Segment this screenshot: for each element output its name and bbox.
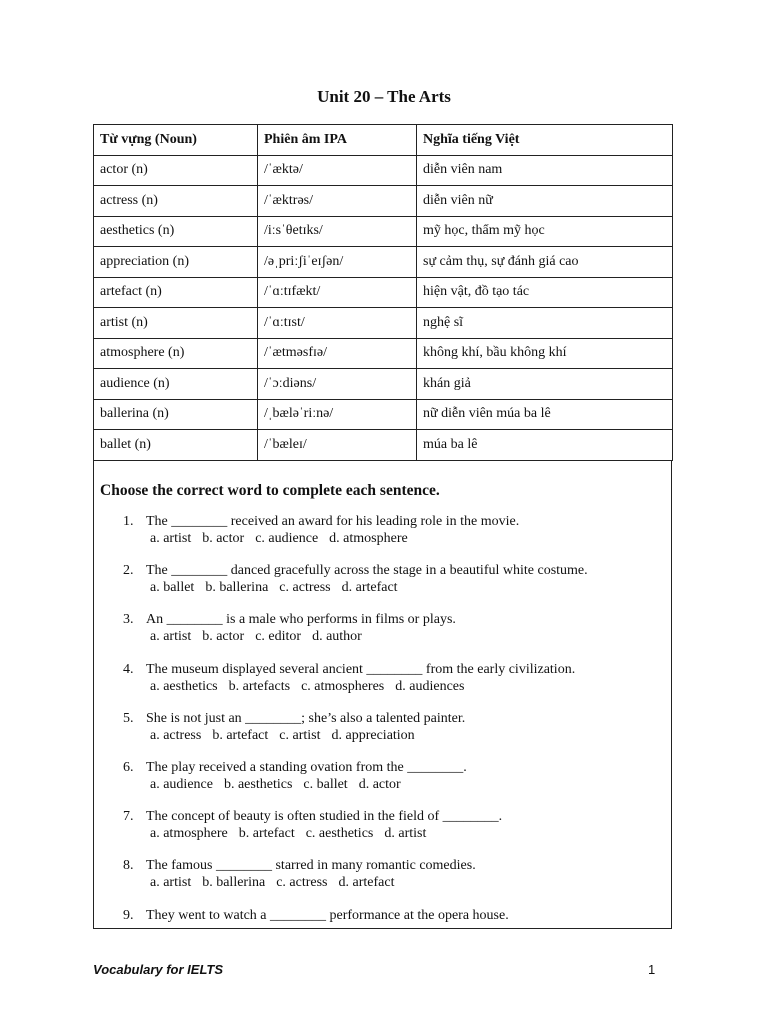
- answer-options: [150, 776, 412, 793]
- vocab-ipa: /ˈɑːtɪfækt/: [258, 277, 417, 308]
- answer-option: c. audience: [255, 531, 319, 546]
- vocab-word: ballerina (n): [94, 399, 258, 430]
- table-row: [94, 399, 673, 430]
- page-title: Unit 20 – The Arts: [317, 87, 451, 106]
- question-text: The play received a standing ovation from the ________.: [146, 759, 467, 775]
- question-text: The ________ danced gracefully across the stage in a beautiful white costume.: [146, 563, 588, 579]
- footer-book-title: Vocabulary for IELTS: [93, 962, 224, 977]
- question-item: [94, 857, 671, 906]
- exercise-heading: Choose the correct word to complete each sentence.: [100, 482, 440, 499]
- answer-options: [150, 727, 426, 744]
- answer-option: b. artefact: [238, 826, 295, 842]
- answer-option: c. aesthetics: [305, 826, 374, 842]
- vocab-word: audience (n): [94, 369, 258, 400]
- answer-option: d. author: [312, 629, 362, 645]
- question-number: 5.: [123, 710, 134, 726]
- answer-option: d. artefact: [341, 580, 398, 596]
- answer-option: a. ballet: [150, 580, 195, 596]
- answer-option: d. actor: [358, 776, 401, 792]
- question-text: She is not just an ________; she’s also a talented painter.: [146, 710, 466, 726]
- answer-option: b. ballerina: [202, 875, 266, 891]
- vocab-meaning: diễn viên nữ: [417, 186, 673, 217]
- vocab-word: aesthetics (n): [94, 216, 258, 247]
- answer-option: c. atmospheres: [301, 678, 385, 694]
- header-ipa: Phiên âm IPA: [258, 125, 417, 156]
- vocab-meaning: sự cảm thụ, sự đánh giá cao: [417, 247, 673, 278]
- table-row: [94, 247, 673, 278]
- vocab-meaning: diễn viên nam: [417, 155, 673, 186]
- answer-option: a. aesthetics: [150, 678, 218, 694]
- vocab-ipa: /ˈɑːtɪst/: [258, 308, 417, 339]
- vocab-word: appreciation (n): [94, 247, 258, 278]
- vocab-word: ballet (n): [94, 430, 258, 461]
- answer-option: a. artist: [150, 875, 192, 891]
- answer-option: d. artist: [384, 826, 427, 842]
- answer-option: b. artefacts: [228, 678, 291, 694]
- vocab-meaning: múa ba lê: [417, 430, 673, 461]
- vocab-ipa: /iːsˈθetɪks/: [258, 216, 417, 247]
- vocab-meaning: khán giả: [417, 369, 673, 400]
- table-row: [94, 155, 673, 186]
- answer-option: c. editor: [255, 629, 302, 645]
- question-list: [94, 513, 671, 929]
- table-row: [94, 369, 673, 400]
- answer-option: a. atmosphere: [150, 826, 228, 842]
- answer-option: c. actress: [276, 875, 328, 891]
- vocab-ipa: /ˈɔːdiəns/: [258, 369, 417, 400]
- vocab-ipa: /ˈæktə/: [258, 155, 417, 186]
- vocab-meaning: nghệ sĩ: [417, 308, 673, 339]
- answer-option: b. actor: [202, 629, 245, 645]
- table-row: [94, 308, 673, 339]
- answer-option: b. aesthetics: [223, 776, 293, 792]
- question-item: [94, 759, 671, 808]
- question-number: 6.: [123, 759, 134, 775]
- answer-options: [150, 579, 409, 596]
- vocab-word: actress (n): [94, 186, 258, 217]
- answer-options: [150, 628, 373, 645]
- question-number: 3.: [123, 612, 134, 628]
- question-number: 9.: [123, 907, 134, 923]
- vocabulary-table: [93, 124, 673, 461]
- question-text: An ________ is a male who performs in films or plays.: [146, 612, 456, 628]
- vocab-word: artefact (n): [94, 277, 258, 308]
- question-number: 2.: [123, 563, 134, 579]
- question-text: The famous ________ starred in many romantic comedies.: [146, 858, 476, 874]
- vocab-meaning: hiện vật, đồ tạo tác: [417, 277, 673, 308]
- table-row: [94, 430, 673, 461]
- vocab-ipa: /əˌpriːʃiˈeɪʃən/: [258, 247, 417, 278]
- vocab-ipa: /ˈætməsfɪə/: [258, 338, 417, 369]
- question-item: [94, 661, 671, 710]
- answer-option: a. actress: [150, 727, 202, 743]
- question-item: [94, 513, 671, 562]
- answer-option: d. appreciation: [331, 727, 415, 743]
- question-number: 1.: [123, 514, 134, 529]
- answer-options: [150, 530, 419, 547]
- answer-option: c. ballet: [303, 776, 348, 792]
- vocabulary-table-body: [94, 155, 673, 460]
- exercise-box: [93, 460, 672, 929]
- answer-options: [150, 874, 405, 891]
- answer-option: d. atmosphere: [329, 531, 408, 546]
- question-text: The museum displayed several ancient ________ from the early civilization.: [146, 661, 576, 677]
- question-text: The concept of beauty is often studied in the field of ________.: [146, 809, 503, 825]
- question-number: 7.: [123, 809, 134, 825]
- answer-option: d. audiences: [395, 678, 465, 694]
- answer-option: a. audience: [150, 776, 213, 792]
- answer-option: b. artefact: [212, 727, 269, 743]
- table-row: [94, 186, 673, 217]
- answer-option: b. ballerina: [205, 580, 269, 596]
- vocab-word: actor (n): [94, 155, 258, 186]
- answer-options: [150, 678, 475, 695]
- table-header-row: [94, 125, 673, 156]
- vocab-ipa: /ˌbæləˈriːnə/: [258, 399, 417, 430]
- header-word: Từ vựng (Noun): [94, 125, 258, 156]
- question-item: [94, 808, 671, 857]
- answer-option: b. actor: [202, 531, 245, 546]
- answer-option: c. actress: [279, 580, 331, 596]
- vocab-meaning: không khí, bầu không khí: [417, 338, 673, 369]
- vocab-ipa: /ˈæktrəs/: [258, 186, 417, 217]
- answer-option: c. artist: [279, 727, 321, 743]
- question-text: They went to watch a ________ performance at the opera house.: [146, 907, 509, 923]
- question-text: The ________ received an award for his leading role in the movie.: [146, 514, 520, 529]
- vocab-ipa: /ˈbæleɪ/: [258, 430, 417, 461]
- question-item: [94, 907, 671, 930]
- table-row: [94, 277, 673, 308]
- question-number: 8.: [123, 858, 134, 874]
- answer-option: a. artist: [150, 629, 192, 645]
- table-row: [94, 216, 673, 247]
- table-row: [94, 338, 673, 369]
- answer-option: d. artefact: [338, 875, 395, 891]
- vocab-word: artist (n): [94, 308, 258, 339]
- vocab-meaning: nữ diễn viên múa ba lê: [417, 399, 673, 430]
- question-item: [94, 710, 671, 759]
- question-item: [94, 562, 671, 611]
- vocab-meaning: mỹ học, thẩm mỹ học: [417, 216, 673, 247]
- header-meaning: Nghĩa tiếng Việt: [417, 125, 673, 156]
- vocab-word: atmosphere (n): [94, 338, 258, 369]
- answer-options: [150, 825, 437, 842]
- answer-option: a. artist: [150, 531, 192, 546]
- page-number: 1: [648, 962, 656, 977]
- question-number: 4.: [123, 661, 134, 677]
- question-item: [94, 611, 671, 660]
